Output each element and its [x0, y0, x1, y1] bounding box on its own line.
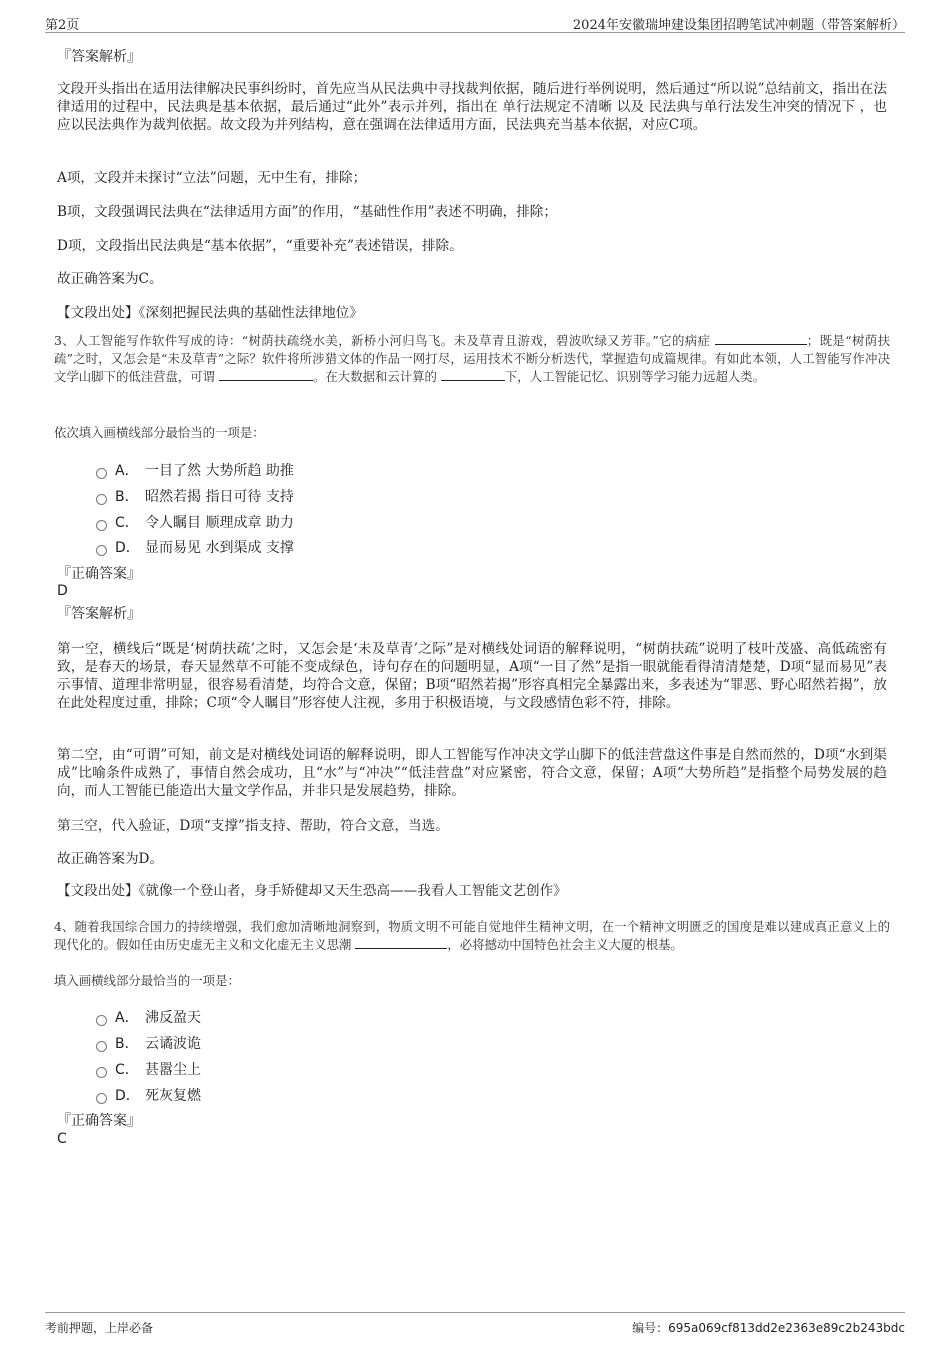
q2-analysis-paragraph: B项，文段强调民法典在“法律适用方面”的作用，“基础性作用”表述不明确，排除； [57, 204, 557, 220]
q4-stem-text: ，必将撼动中国特色社会主义大厦的根基。 [447, 937, 683, 952]
q3-analysis-paragraph: 第二空，由“可谓”可知，前文是对横线处词语的解释说明，即人工智能写作冲决文学山脚下的低洼营盘这件事是自然而然的，D项“水到渠成”比喻条件成熟了，事情自然会成功，且“水”与“冲决”“低洼营盘”对应紧密，符合文意，保留；A项“大势所趋”是指整个局势发展的趋向，而人工智能已能造出大量文学作品，并非只是发展趋势，排除。 [57, 747, 887, 799]
q3-option-a[interactable]: A． 一目了然 大势所趋 助推 [96, 460, 294, 480]
q4-stem [54, 918, 890, 954]
q2-analysis-label: 『答案解析』 [57, 49, 141, 65]
footer-slogan: 考前押题，上岸必备 [45, 1321, 154, 1335]
blank-line [441, 370, 505, 381]
q2-source: 【文段出处】《深刻把握民法典的基础性法律地位》 [57, 305, 363, 321]
page-header [45, 12, 905, 33]
page-number: 第2页 [45, 18, 80, 33]
q3-source: 【文段出处】《就像一个登山者，身手矫健却又天生恐高——我看人工智能文艺创作》 [57, 883, 567, 899]
radio-icon[interactable] [96, 1067, 107, 1078]
q3-correct-answer: D [57, 583, 68, 599]
q3-stem-text: 下，人工智能记忆、识别等学习能力远超人类。 [504, 369, 766, 384]
q4-correct-answer: C [57, 1131, 67, 1147]
q3-option-b[interactable]: B． 昭然若揭 指日可待 支持 [96, 486, 294, 506]
q4-option-c[interactable]: C． 甚嚣尘上 [96, 1059, 201, 1079]
blank-line [219, 370, 313, 381]
q3-analysis-paragraph: 第一空，横线后“既是‘树荫扶疏’之时，又怎会是‘未及草青’之际”是对横线处词语的解释说明，“树荫扶疏”说明了枝叶茂盛、高低疏密有致，是春天的场景，春天显然草不可能不变成绿色，诗句存在的问题明显，A项“一目了然”是指一眼就能看得清清楚楚，D项“显而易见”表示事情、道理非常明显，很容易看清楚，均符合文意，保留；B项“昭然若揭”形容真相完全暴露出来，多表述为“罪恶、野心昭然若揭”，放在此处程度过重，排除；C项“令人瞩目”形容使人注视，多用于积极语境，与文段感情色彩不符，排除。 [57, 641, 887, 711]
radio-icon[interactable] [96, 520, 107, 531]
q3-stem-text: 。在大数据和云计算的 [313, 369, 441, 384]
blank-line [355, 938, 447, 949]
q4-correct-label: 『正确答案』 [57, 1113, 141, 1129]
q3-analysis-label: 『答案解析』 [57, 606, 141, 622]
radio-icon[interactable] [96, 1015, 107, 1026]
q3-option-c[interactable]: C． 令人瞩目 顺理成章 助力 [96, 512, 294, 532]
document-title: 2024年安徽瑞坤建设集团招聘笔试冲刺题（带答案解析） [572, 18, 905, 33]
q3-option-d[interactable]: D． 显而易见 水到渠成 支撑 [96, 537, 294, 557]
radio-icon[interactable] [96, 468, 107, 479]
q3-stem [54, 332, 890, 386]
q2-analysis-paragraph: 故正确答案为C。 [57, 271, 163, 287]
q3-correct-label: 『正确答案』 [57, 566, 141, 582]
radio-icon[interactable] [96, 1041, 107, 1052]
q4-instruction: 填入画横线部分最恰当的一项是： [54, 973, 240, 988]
page-footer [45, 1312, 905, 1339]
q3-stem-text: ；既是“树荫扶疏”之时，又怎会是“未及草青”之际？软件将所涉猎文体的作品一网打尽，运用技术不断分析迭代，掌握造句成篇规律。有如此本领，人工智能写作冲决文学山脚下的低洼营盘，可谓 [54, 333, 890, 384]
q4-stem-text: 4、随着我国综合国力的持续增强，我们愈加清晰地洞察到，物质文明不可能自觉地伴生精神文明，在一个精神文明匮乏的国度是难以建成真正意义上的现代化的。假如任由历史虚无主义和文化虚无主义思潮 [54, 919, 890, 952]
q4-option-d[interactable]: D． 死灰复燃 [96, 1085, 201, 1105]
q4-option-b[interactable]: B． 云谲波诡 [96, 1033, 201, 1053]
blank-line [715, 334, 807, 345]
q4-option-a[interactable]: A． 沸反盈天 [96, 1007, 201, 1027]
q3-analysis-paragraph: 故正确答案为D。 [57, 851, 164, 867]
q3-analysis-paragraph: 第三空，代入验证，D项“支撑”指支持、帮助，符合文意，当选。 [57, 818, 449, 834]
q2-analysis-paragraph: D项，文段指出民法典是“基本依据”，“重要补充”表述错误，排除。 [57, 238, 463, 254]
radio-icon[interactable] [96, 1093, 107, 1104]
footer-document-id: 编号：695a069cf813dd2e2363e89c2b243bdc [632, 1321, 905, 1335]
q2-analysis-paragraph: A项，文段并未探讨“立法”问题，无中生有，排除； [57, 170, 367, 186]
radio-icon[interactable] [96, 545, 107, 556]
q3-instruction: 依次填入画横线部分最恰当的一项是： [54, 425, 265, 440]
radio-icon[interactable] [96, 494, 107, 505]
q3-stem-text: 3、人工智能写作软件写成的诗：“树荫扶疏绕水美，新桥小河归鸟飞。未及草青且游戏，碧波吹绿又芳菲。”它的病症 [54, 333, 715, 348]
q2-analysis-paragraph: 文段开头指出在适用法律解决民事纠纷时，首先应当从民法典中寻找裁判依据，随后进行举例说明，然后通过“所以说”总结前文，指出在法律适用的过程中，民法典是基本依据，最后通过“此外”表示并列，指出在 单行法规定不清晰 以及 民法典与单行法发生冲突的情况下 ，也应以民法典作为裁判依据。故文段为并列结构，意在强调在法律适用方面，民法典充当基本依据，对应C项。 [57, 81, 887, 133]
